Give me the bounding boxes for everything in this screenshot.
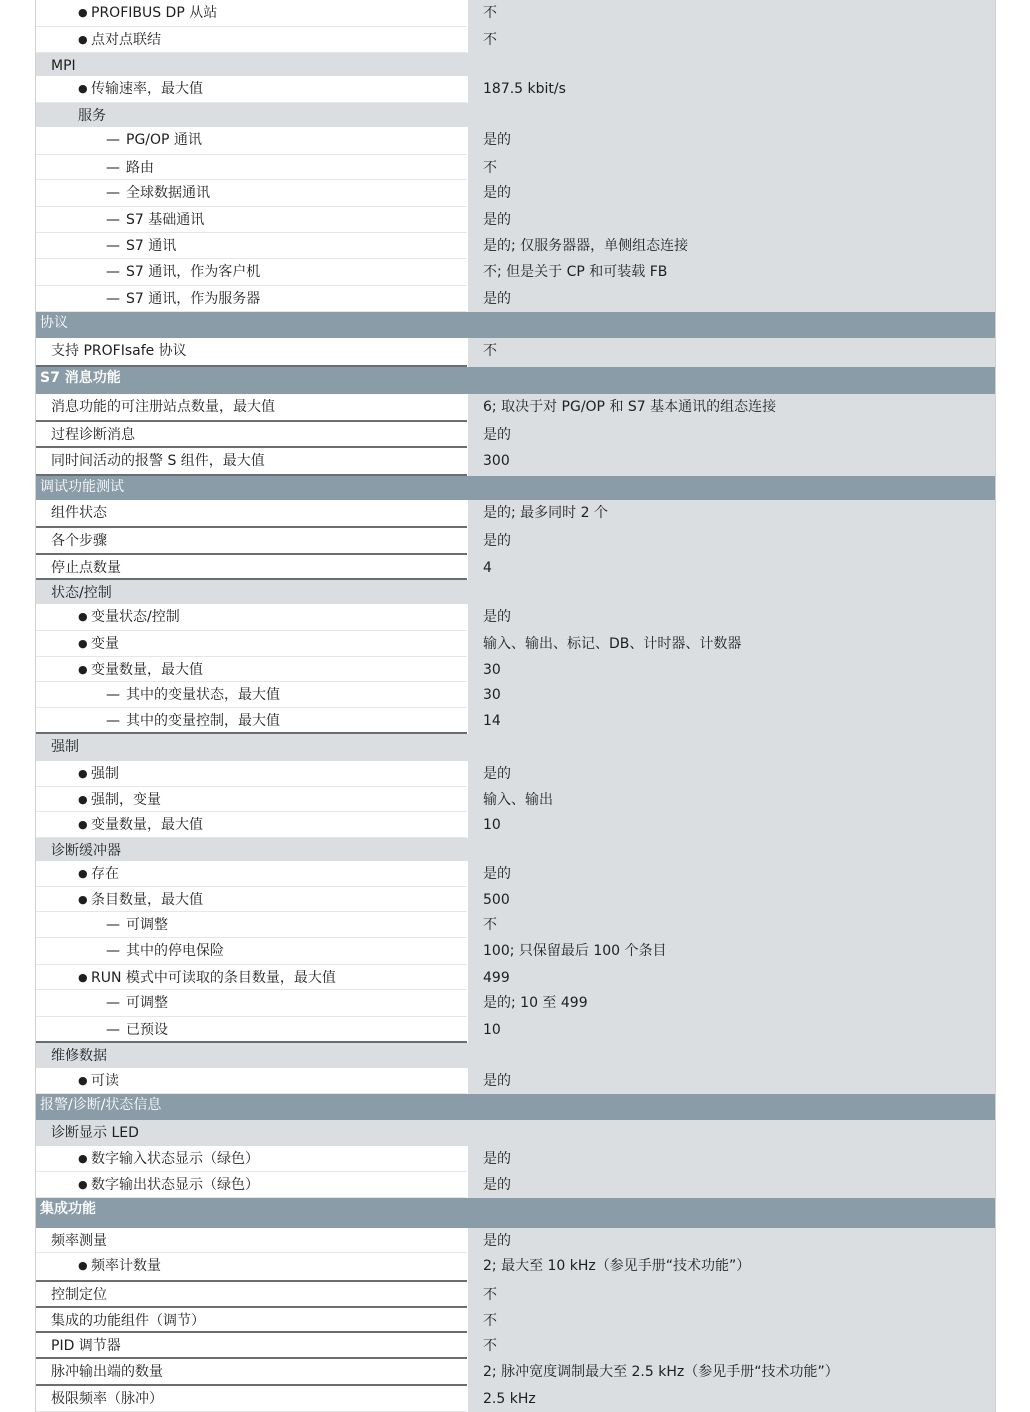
spec-row: [36, 631, 995, 657]
dash-icon: —: [106, 160, 120, 176]
spec-value: 30: [467, 682, 995, 708]
spec-label: 其中的变量状态，最大值: [126, 687, 280, 703]
subsection-label: 服务: [36, 103, 467, 127]
section-header: 集成功能: [36, 1198, 995, 1228]
spec-value: 100; 只保留最后 100 个条目: [467, 938, 995, 965]
spec-label: S7 通讯: [126, 238, 177, 254]
section-header: S7 消息功能: [36, 367, 995, 394]
spec-row: [36, 127, 995, 155]
spec-value: 是的: [467, 761, 995, 787]
spec-label-cell: [36, 155, 467, 180]
spec-label-cell: [36, 990, 467, 1017]
spec-value: 30: [467, 657, 995, 682]
spec-row: [36, 338, 995, 367]
bullet-icon: ●: [78, 637, 88, 650]
spec-label: 条目数量，最大值: [91, 892, 203, 908]
bullet-icon: ●: [78, 82, 88, 95]
spec-row: [36, 912, 995, 938]
spec-label: 全球数据通讯: [126, 185, 210, 201]
spec-label-cell: [36, 27, 467, 53]
spec-value: 是的: [467, 1146, 995, 1172]
bullet-icon: ●: [78, 610, 88, 623]
spec-label: 存在: [91, 866, 119, 882]
spec-label-cell: [36, 394, 467, 422]
spec-label: 已预设: [126, 1022, 168, 1038]
spec-row: [36, 1146, 995, 1172]
subsection-header: [36, 53, 995, 76]
spec-label: 同时间活动的报警 S 组件，最大值: [51, 453, 265, 469]
subsection-header: [36, 1120, 995, 1146]
spec-label: 支持 PROFIsafe 协议: [51, 343, 187, 359]
spec-row: [36, 1068, 995, 1094]
spec-label: 可调整: [126, 917, 168, 933]
spec-row: [36, 286, 995, 312]
spec-label-cell: [36, 887, 467, 912]
spec-label: 数字输出状态显示（绿色）: [91, 1177, 259, 1193]
spec-value: 2.5 kHz: [467, 1386, 995, 1412]
spec-value: 不; 但是关于 CP 和可装载 FB: [467, 259, 995, 286]
spec-value: 不: [467, 27, 995, 53]
spec-value: 输入、输出、标记、DB、计时器、计数器: [467, 631, 995, 657]
spec-label-cell: [36, 1333, 467, 1359]
spec-label-cell: [36, 180, 467, 207]
spec-row: [36, 1253, 995, 1282]
spec-value: 是的: [467, 1172, 995, 1198]
spec-value: 不: [467, 0, 995, 27]
spec-label: 变量: [91, 636, 119, 652]
spec-row: [36, 887, 995, 912]
spec-row: [36, 761, 995, 787]
spec-value: 输入、输出: [467, 787, 995, 812]
spec-label-cell: [36, 448, 467, 476]
spec-row: [36, 76, 995, 103]
spec-label: 变量数量，最大值: [91, 817, 203, 833]
bullet-icon: ●: [78, 6, 88, 19]
subsection-value-cell: [467, 1120, 995, 1146]
subsection-header: [36, 103, 995, 127]
spec-label-cell: [36, 555, 467, 580]
spec-label-cell: [36, 1017, 467, 1043]
spec-value: 不: [467, 912, 995, 938]
bullet-icon: ●: [78, 971, 88, 984]
subsection-label: 维修数据: [36, 1043, 467, 1068]
spec-row: [36, 207, 995, 233]
dash-icon: —: [106, 687, 120, 703]
subsection-header: [36, 734, 995, 761]
spec-value: 是的; 最多同时 2 个: [467, 500, 995, 528]
spec-row: [36, 500, 995, 528]
dash-icon: —: [106, 212, 120, 228]
spec-label: RUN 模式中可读取的条目数量，最大值: [91, 970, 336, 986]
spec-value: 是的; 仅服务器器，单侧组态连接: [467, 233, 995, 259]
spec-label: 各个步骤: [51, 533, 107, 549]
spec-value: 是的: [467, 207, 995, 233]
spec-value: 是的: [467, 1228, 995, 1253]
subsection-value-cell: [467, 838, 995, 861]
spec-label-cell: [36, 500, 467, 528]
subsection-label: 诊断显示 LED: [36, 1120, 467, 1146]
bullet-icon: ●: [78, 663, 88, 676]
bullet-icon: ●: [78, 867, 88, 880]
spec-label-cell: [36, 1386, 467, 1412]
spec-value: 187.5 kbit/s: [467, 76, 995, 103]
spec-row: [36, 422, 995, 448]
subsection-label: 强制: [36, 734, 467, 761]
spec-label-cell: [36, 657, 467, 682]
section-header: 报警/诊断/状态信息: [36, 1094, 995, 1120]
spec-label-cell: [36, 938, 467, 965]
spec-label: 可调整: [126, 995, 168, 1011]
spec-label-cell: [36, 1172, 467, 1198]
spec-value: 是的: [467, 286, 995, 312]
dash-icon: —: [106, 264, 120, 280]
spec-row: [36, 657, 995, 682]
spec-row: [36, 155, 995, 180]
spec-row: [36, 0, 995, 27]
spec-label: 其中的变量控制，最大值: [126, 713, 280, 729]
dash-icon: —: [106, 238, 120, 254]
spec-label: 频率计数量: [91, 1258, 161, 1274]
spec-value: 14: [467, 708, 995, 734]
spec-label: 集成的功能组件（调节）: [51, 1313, 205, 1329]
subsection-value-cell: [467, 734, 995, 761]
subsection-value-cell: [467, 103, 995, 127]
spec-value: 4: [467, 555, 995, 580]
spec-row: [36, 708, 995, 734]
spec-label: 频率测量: [51, 1233, 107, 1249]
bullet-icon: ●: [78, 818, 88, 831]
spec-label-cell: [36, 604, 467, 631]
spec-value: 不: [467, 1282, 995, 1308]
spec-label-cell: [36, 338, 467, 367]
spec-value: 499: [467, 965, 995, 990]
spec-label: 变量状态/控制: [91, 609, 180, 625]
spec-value: 是的: [467, 1068, 995, 1094]
spec-value: 10: [467, 1017, 995, 1043]
spec-label-cell: [36, 0, 467, 27]
bullet-icon: ●: [78, 793, 88, 806]
spec-row: [36, 448, 995, 476]
spec-value: 6; 取决于对 PG/OP 和 S7 基本通讯的组态连接: [467, 394, 995, 422]
bullet-icon: ●: [78, 1178, 88, 1191]
spec-label: 脉冲输出端的数量: [51, 1364, 163, 1380]
dash-icon: —: [106, 943, 120, 959]
subsection-label: 诊断缓冲器: [36, 838, 467, 861]
dash-icon: —: [106, 291, 120, 307]
bullet-icon: ●: [78, 1259, 88, 1272]
spec-row: [36, 27, 995, 53]
spec-label: S7 通讯，作为服务器: [126, 291, 261, 307]
spec-label: PG/OP 通讯: [126, 132, 202, 148]
spec-row: [36, 812, 995, 838]
dash-icon: —: [106, 713, 120, 729]
spec-row: [36, 528, 995, 555]
spec-value: 是的: [467, 180, 995, 207]
subsection-value-cell: [467, 580, 995, 604]
spec-label-cell: [36, 812, 467, 838]
spec-value: 是的: [467, 422, 995, 448]
spec-label-cell: [36, 127, 467, 155]
spec-row: [36, 1172, 995, 1198]
section-header: 协议: [36, 312, 995, 338]
spec-label-cell: [36, 286, 467, 312]
spec-value: 2; 最大至 10 kHz（参见手册“技术功能”）: [467, 1253, 995, 1282]
spec-label: 强制: [91, 766, 119, 782]
spec-label-cell: [36, 861, 467, 887]
spec-value: 500: [467, 887, 995, 912]
spec-label: 其中的停电保险: [126, 943, 224, 959]
spec-row: [36, 990, 995, 1017]
spec-row: [36, 1308, 995, 1333]
subsection-header: [36, 1043, 995, 1068]
spec-label-cell: [36, 965, 467, 990]
subsection-header: [36, 838, 995, 861]
spec-row: [36, 787, 995, 812]
bullet-icon: ●: [78, 33, 88, 46]
spec-label: 传输速率，最大值: [91, 81, 203, 97]
spec-row: [36, 180, 995, 207]
bullet-icon: ●: [78, 1074, 88, 1087]
spec-label-cell: [36, 1228, 467, 1253]
spec-value: 不: [467, 1333, 995, 1359]
spec-value: 不: [467, 155, 995, 180]
spec-label: 控制定位: [51, 1287, 107, 1303]
spec-row: [36, 1228, 995, 1253]
spec-label-cell: [36, 912, 467, 938]
spec-row: [36, 938, 995, 965]
spec-label-cell: [36, 1308, 467, 1333]
spec-label-cell: [36, 1253, 467, 1282]
spec-label-cell: [36, 259, 467, 286]
spec-value: 是的: [467, 861, 995, 887]
subsection-label: 状态/控制: [36, 580, 467, 604]
spec-label-cell: [36, 1068, 467, 1094]
spec-row: [36, 1359, 995, 1386]
subsection-header: [36, 580, 995, 604]
spec-label: PID 调节器: [51, 1338, 121, 1354]
spec-row: [36, 682, 995, 708]
spec-label: 过程诊断消息: [51, 427, 135, 443]
spec-label-cell: [36, 528, 467, 555]
spec-value: 是的: [467, 127, 995, 155]
spec-label-cell: [36, 1282, 467, 1308]
spec-label-cell: [36, 422, 467, 448]
section-header: 调试功能测试: [36, 476, 995, 500]
spec-label-cell: [36, 76, 467, 103]
spec-label-cell: [36, 761, 467, 787]
spec-row: [36, 604, 995, 631]
dash-icon: —: [106, 917, 120, 933]
spec-row: [36, 861, 995, 887]
spec-value: 是的: [467, 528, 995, 555]
spec-label: 可读: [91, 1073, 119, 1089]
spec-table: [35, 0, 996, 1412]
spec-label: 点对点联结: [91, 32, 161, 48]
dash-icon: —: [106, 185, 120, 201]
spec-label: PROFIBUS DP 从站: [91, 5, 218, 21]
spec-label-cell: [36, 631, 467, 657]
spec-label-cell: [36, 708, 467, 734]
spec-label: 组件状态: [51, 505, 107, 521]
spec-label: 消息功能的可注册站点数量，最大值: [51, 399, 275, 415]
spec-label: 停止点数量: [51, 560, 121, 576]
spec-value: 是的; 10 至 499: [467, 990, 995, 1017]
spec-row: [36, 394, 995, 422]
dash-icon: —: [106, 995, 120, 1011]
spec-value: 不: [467, 338, 995, 367]
spec-label-cell: [36, 233, 467, 259]
spec-label: S7 基础通讯: [126, 212, 205, 228]
spec-value: 10: [467, 812, 995, 838]
bullet-icon: ●: [78, 1152, 88, 1165]
spec-label: 路由: [126, 160, 154, 176]
bullet-icon: ●: [78, 767, 88, 780]
spec-label: 强制，变量: [91, 792, 161, 808]
spec-value: 不: [467, 1308, 995, 1333]
spec-label-cell: [36, 207, 467, 233]
spec-label: 变量数量，最大值: [91, 662, 203, 678]
spec-label: S7 通讯，作为客户机: [126, 264, 261, 280]
spec-row: [36, 555, 995, 580]
dash-icon: —: [106, 132, 120, 148]
spec-row: [36, 1333, 995, 1359]
spec-row: [36, 1386, 995, 1412]
spec-label-cell: [36, 682, 467, 708]
spec-label-cell: [36, 1146, 467, 1172]
subsection-label: MPI: [36, 53, 467, 76]
dash-icon: —: [106, 1022, 120, 1038]
spec-row: [36, 259, 995, 286]
spec-row: [36, 1282, 995, 1308]
spec-row: [36, 1017, 995, 1043]
spec-label: 极限频率（脉冲）: [51, 1391, 163, 1407]
spec-label-cell: [36, 787, 467, 812]
subsection-value-cell: [467, 1043, 995, 1068]
bullet-icon: ●: [78, 893, 88, 906]
spec-row: [36, 233, 995, 259]
spec-label: 数字输入状态显示（绿色）: [91, 1151, 259, 1167]
subsection-value-cell: [467, 53, 995, 76]
spec-label-cell: [36, 1359, 467, 1386]
spec-row: [36, 965, 995, 990]
spec-value: 2; 脉冲宽度调制最大至 2.5 kHz（参见手册“技术功能”）: [467, 1359, 995, 1386]
spec-value: 300: [467, 448, 995, 476]
spec-value: 是的: [467, 604, 995, 631]
